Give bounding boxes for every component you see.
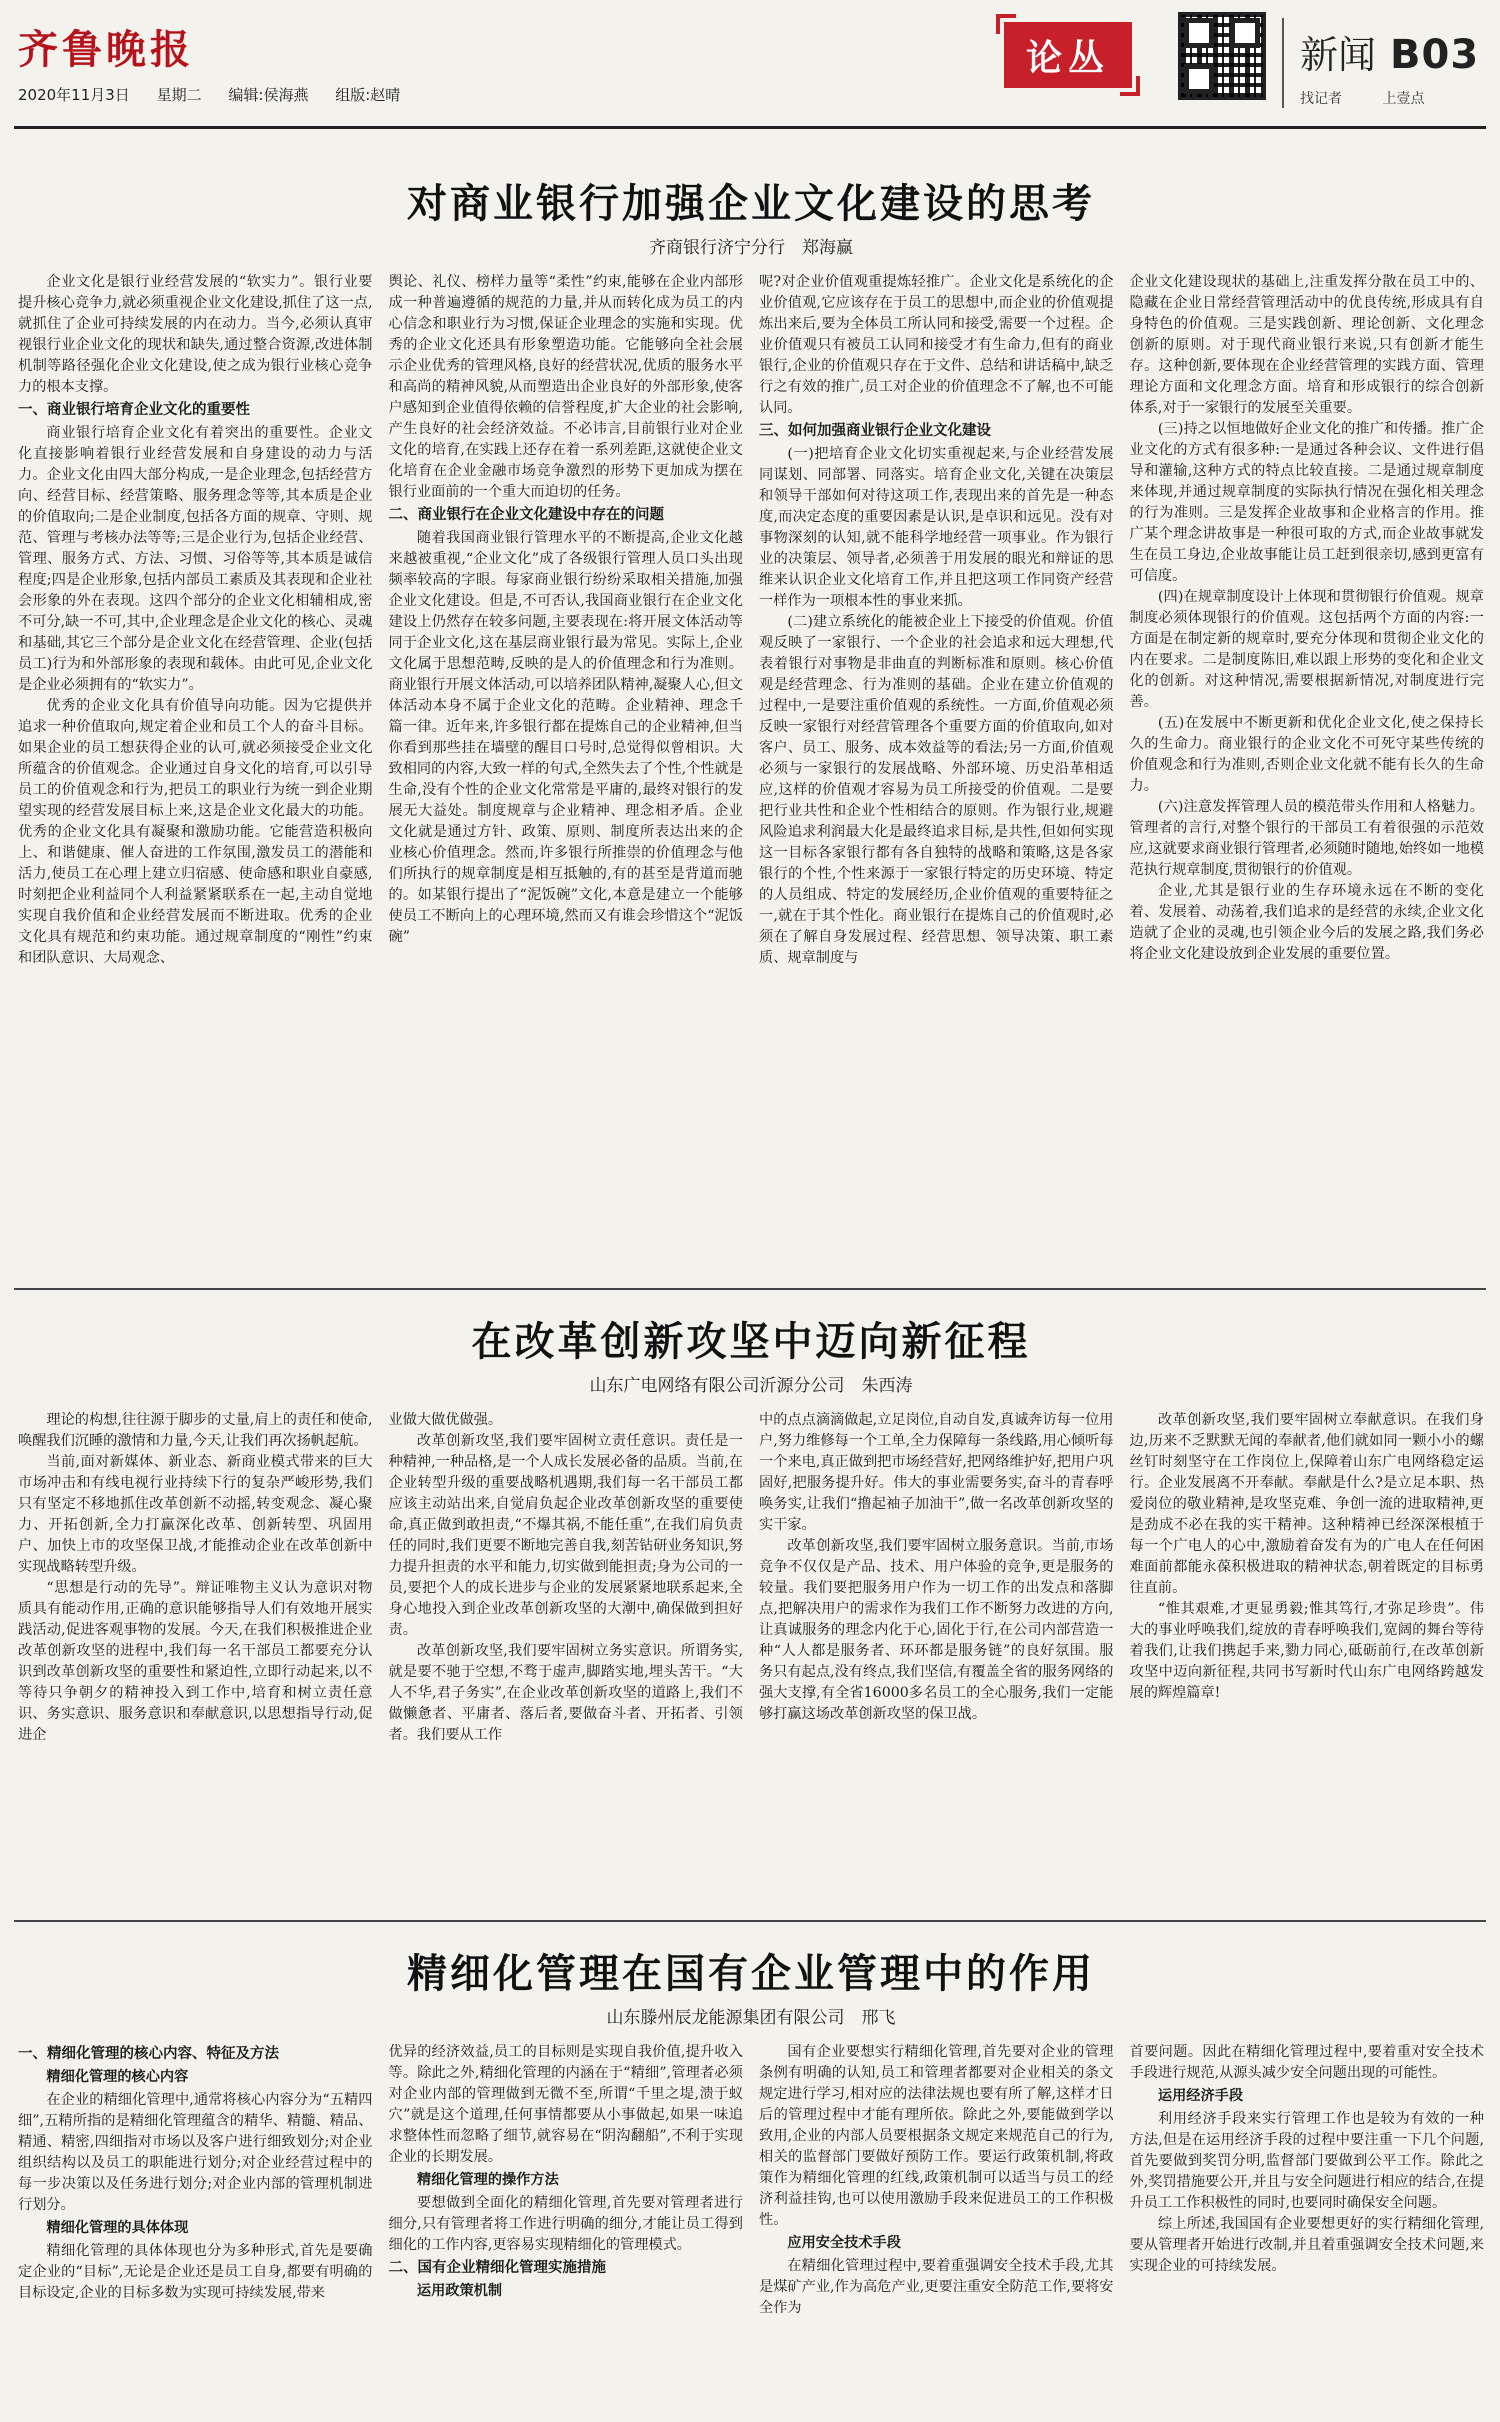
qr-code-icon <box>1178 12 1266 100</box>
section-heading: 一、精细化管理的核心内容、特征及方法 <box>18 2046 279 2062</box>
article-divider <box>14 1920 1486 1922</box>
masthead <box>0 0 1500 132</box>
article-byline: 山东广电网络有限公司沂源分公司 朱西涛 <box>589 1376 913 1396</box>
subsection-heading: 精细化管理的核心内容 <box>46 2069 189 2085</box>
article-columns <box>18 2042 1484 2422</box>
article-columns <box>18 272 1484 1294</box>
article-byline: 山东滕州辰龙能源集团有限公司 邢飞 <box>606 2008 896 2028</box>
page-section-name: 新闻 <box>1300 33 1377 77</box>
paragraph: 业做大做优做强。 <box>388 1412 503 1428</box>
reporter-line <box>1300 88 1460 108</box>
paragraph: (六)注意发挥管理人员的模范带头作用和人格魅力。管理者的言行,对整个银行的干部员工有着很强的示范效应,这就要求商业银行管理者,必须随时随地,始终如一地模范执行规章制度,贯彻银行的价值观。 <box>1129 799 1484 878</box>
article-column <box>1130 1410 1485 1920</box>
article-refined-management <box>18 1942 1484 2402</box>
article-column <box>18 272 373 1294</box>
paragraph: 改革创新攻坚,我们要牢固树立服务意识。当前,市场竞争不仅仅是产品、技术、用户体验的竞争,更是服务的较量。我们要把服务用户作为一切工作的出发点和落脚点,把解决用户的需求作为我们工作不断努力改进的方向,让真诚服务的理念内化于心,固化于行,在公司内部营造一种“人人都是服务者、环环都是服务链”的良好氛围。服务只有起点,没有终点,我们坚信,有覆盖全省的服务网络的强大支撑,有全省16000多名员工的全心服务,我们一定能够打赢这场改革创新攻坚的保卫战。 <box>759 1538 1114 1722</box>
editor-credit: 编辑:侯海燕 <box>228 86 309 104</box>
section-heading: 一、商业银行培育企业文化的重要性 <box>18 402 250 418</box>
article-column <box>759 2042 1114 2422</box>
paragraph: “思想是行动的先导”。辩证唯物主义认为意识对物质具有能动作用,正确的意识能够指导人们有效地开展实践活动,促进客观事物的发展。今天,在我们积极推进企业改革创新攻坚的进程中,我们每一名干部员工都要充分认识到改革创新攻坚的重要性和紧迫性,立即行动起来,以不等待只争朝夕的精神投入到工作中,培育和树立责任意识、务实意识、服务意识和奉献意识,以思想指导行动,促进企 <box>18 1580 373 1743</box>
masthead-rule <box>14 126 1486 129</box>
paragraph: “惟其艰难,才更显勇毅;惟其笃行,才弥足珍贵”。伟大的事业呼唤我们,绽放的青春呼唤我们,宽阔的舞台等待着我们,让我们携起手来,勠力同心,砥砺前行,在改革创新攻坚中迈向新征程,共同书写新时代山东广电网络跨越发展的辉煌篇章! <box>1129 1601 1484 1701</box>
article-divider <box>14 1288 1486 1290</box>
subsection-heading: 运用经济手段 <box>1157 2088 1244 2104</box>
paragraph: 舆论、礼仪、榜样力量等“柔性”约束,能够在企业内部形成一种普遍遵循的规范的力量,并从而转化成为员工的内心信念和职业行为习惯,保证企业理念的实施和实现。优秀的企业文化还具有形象塑造功能。它能够向全社会展示企业优秀的管理风格,良好的经营状况,优质的服务水平和高尚的精神风貌,从而塑造出企业良好的外部形象,使客户感知到企业值得依赖的信誉程度,扩大企业的社会影响,产生良好的社会经济效益。不必讳言,目前银行业对企业文化的培育,在实践上还存在着一系列差距,这就使企业文化培育在企业金融市场竞争激烈的形势下更加成为摆在银行业面前的一个重大而迫切的任务。 <box>388 274 743 500</box>
dateline <box>18 84 422 105</box>
layout-credit: 组版:赵晴 <box>335 86 401 104</box>
paragraph: (一)把培育企业文化切实重视起来,与企业经营发展同谋划、同部署、同落实。培育企业文化,关键在决策层和领导干部如何对待这项工作,表现出来的首先是一种态度,而决定态度的重要因素是认识,是卓识和远见。没有对事物深刻的认知,就不能科学地经营一项事业。作为银行业的决策层、领导者,必须善于用发展的眼光和辩证的思维来认识企业文化培育工作,并且把这项工作同资产经营一样作为一项根本性的事业来抓。 <box>759 446 1114 609</box>
article-column <box>389 1410 744 1920</box>
paragraph: 优异的经济效益,员工的目标则是实现自我价值,提升收入等。除此之外,精细化管理的内涵在于“精细”,管理者必须对企业内部的管理做到无微不至,所谓“千里之堤,溃于蚁穴”就是这个道理,任何事情都要从小事做起,如果一味追求整体性而忽略了细节,就容易在“阴沟翻船”,不利于实现企业的长期发展。 <box>388 2044 743 2165</box>
section-heading: 三、如何加强商业银行企业文化建设 <box>759 423 991 439</box>
article-bank-culture <box>18 172 1484 1272</box>
masthead-divider <box>1282 18 1284 108</box>
paragraph: 呢?对企业价值观重提炼轻推广。企业文化是系统化的企业价值观,它应该存在于员工的思想中,而企业的价值观提炼出来后,要为全体员工所认同和接受,需要一个过程。企业价值观只有被员工认同和接受才有生命力,但有的商业银行,企业的价值观只存在于文件、总结和讲话稿中,缺乏行之有效的推广,员工对企业的价值理念不了解,也不可能认同。 <box>759 274 1114 416</box>
page-label <box>1300 24 1479 79</box>
paragraph: 在精细化管理过程中,要着重强调安全技术手段,尤其是煤矿产业,作为高危产业,更要注重安全防范工作,要将安全作为 <box>759 2258 1114 2316</box>
subsection-heading: 精细化管理的操作方法 <box>416 2172 559 2188</box>
article-column <box>389 2042 744 2422</box>
issue-date: 2020年11月3日 <box>18 86 130 104</box>
subsection-heading: 精细化管理的具体体现 <box>46 2220 189 2236</box>
section-label: 论丛 <box>1004 22 1132 88</box>
paragraph: 商业银行培育企业文化有着突出的重要性。企业文化直接影响着银行业经营发展和自身建设的动力与活力。企业文化由四大部分构成,一是企业理念,包括经营方向、经营目标、经营策略、服务理念等等,其本质是企业的价值取向;二是企业制度,包括各方面的规章、守则、规范、管理与考核办法等等;三是企业行为,包括企业经营、管理、服务方式、方法、习惯、习俗等等,其本质是诚信程度;四是企业形象,包括内部员工素质及其表现和企业社会形象的外在表现。这四个部分的企业文化相辅相成,密不可分,缺一不可,其中,企业理念是企业文化的核心、灵魂和基础,其它三个部分是企业文化在经营管理、企业(包括员工)行为和外部形象的表现和载体。由此可见,企业文化是企业必须拥有的“软实力”。 <box>18 425 373 693</box>
paragraph: (五)在发展中不断更新和优化企业文化,使之保持长久的生命力。商业银行的企业文化不可死守某些传统的价值观念和行为准则,否则企业文化就不能有长久的生命力。 <box>1129 715 1484 794</box>
article-column <box>1130 2042 1485 2422</box>
paragraph: 精细化管理的具体体现也分为多种形式,首先是要确定企业的“目标”,无论是企业还是员工自身,都要有明确的目标设定,企业的目标多数为实现可持续发展,带来 <box>18 2243 373 2301</box>
paragraph: 理论的构想,往往源于脚步的丈量,肩上的责任和使命,唤醒我们沉睡的激情和力量,今天,让我们再次扬帆起航。 <box>18 1412 373 1449</box>
article-column <box>1130 272 1485 1294</box>
paragraph: 在企业的精细化管理中,通常将核心内容分为“五精四细”,五精所指的是精细化管理蕴含的精华、精髓、精品、精通、精密,四细指对市场以及客户进行细致划分;对企业组织结构以及员工的职能进行划分;对企业经营过程中的每一步决策以及任务进行划分;对企业内部的管理机制进行划分。 <box>18 2092 373 2213</box>
paragraph: 优秀的企业文化具有价值导向功能。因为它提供并追求一种价值取向,规定着企业和员工个人的奋斗目标。如果企业的员工想获得企业的认可,就必须接受企业文化所蕴含的价值观念。企业通过自身文化的培育,可以引导员工的价值观念和行为,把员工的职业行为统一到企业期望实现的经营发展目标上来,这是企业文化最大的功能。优秀的企业文化具有凝聚和激励功能。它能营造积极向上、和谐健康、催人奋进的工作氛围,激发员工的潜能和活力,使员工在心理上建立归宿感、使命感和职业自豪感,时刻把企业利益同个人利益紧紧联系在一起,主动自觉地实现自我价值和企业经营发展而不断进取。优秀的企业文化具有规范和约束功能。通过规章制度的“刚性”约束和团队意识、大局观念、 <box>18 698 373 966</box>
paragraph: 改革创新攻坚,我们要牢固树立务实意识。所谓务实,就是要不驰于空想,不骛于虚声,脚踏实地,埋头苦干。“大人不华,君子务实”,在企业改革创新攻坚的道路上,我们不做懒惫者、平庸者、落后者,要做奋斗者、开拓者、引领者。我们要从工作 <box>388 1643 743 1743</box>
paragraph: (四)在规章制度设计上体现和贯彻银行价值观。规章制度必须体现银行的价值观。这包括两个方面的内容:一方面是在制定新的规章时,要充分体现和贯彻企业文化的内在要求。二是制度陈旧,难以跟上形势的变化和企业文化的创新。对这种情况,需要根据新情况,对制度进行完善。 <box>1129 589 1484 710</box>
article-byline: 齐商银行济宁分行 郑海赢 <box>649 238 853 258</box>
reporter-text-b: 上壹点 <box>1382 91 1425 107</box>
paragraph: 企业文化建设现状的基础上,注重发挥分散在员工中的、隐藏在企业日常经营管理活动中的优良传统,形成具有自身特色的价值观。三是实践创新、理论创新、文化理念创新的原则。对于现代商业银行来说,只有创新才能生存。这种创新,要体现在企业经营管理的实践方面、管理理论方面和文化理念方面。培育和形成银行的综合创新体系,对于一家银行的发展至关重要。 <box>1129 274 1484 416</box>
section-heading: 二、国有企业精细化管理实施措施 <box>388 2260 606 2276</box>
paragraph: 企业文化是银行业经营发展的“软实力”。银行业要提升核心竞争力,就必须重视企业文化建设,抓住了这一点,就抓住了企业可持续发展的内在动力。当今,必须认真审视银行业企业文化的现状和缺失,通过整合资源,改进体制机制等路径强化企业文化建设,使之成为银行业核心竞争力的根本支撑。 <box>18 274 373 395</box>
article-headline: 对商业银行加强企业文化建设的思考 <box>407 181 1095 227</box>
section-heading: 二、商业银行在企业文化建设中存在的问题 <box>388 507 664 523</box>
article-column <box>759 272 1114 1294</box>
article-column <box>18 1410 373 1920</box>
reporter-text-a: 找记者 <box>1300 91 1342 107</box>
paragraph: 改革创新攻坚,我们要牢固树立奉献意识。在我们身边,历来不乏默默无闻的奉献者,他们就如同一颗小小的螺丝钉时刻坚守在工作岗位上,保障着山东广电网络稳定运行。企业发展离不开奉献。奉献是什么?是立足本职、热爱岗位的敬业精神,是攻坚克难、争创一流的进取精神,更是劲成不必在我的实干精神。这种精神已经深深根植于每一个广电人的心中,激励着奋发有为的广电人在任何困难面前都能永葆积极进取的精神状态,朝着既定的目标勇往直前。 <box>1129 1412 1484 1596</box>
paragraph: (二)建立系统化的能被企业上下接受的价值观。价值观反映了一家银行、一个企业的社会追求和远大理想,代表着银行对事物是非曲直的判断标准和原则。核心价值观是经营理念、行为准则的基础。企业在建立价值观的过程中,一是要注重价值观的系统性。一方面,价值观必须反映一家银行对经营管理各个重要方面的价值取向,如对客户、员工、服务、成本效益等的看法;另一方面,价值观必须与一家银行的发展战略、外部环境、历史沿革相适应,这样的价值观才容易为员工所接受的价值观。二是要把行业共性和企业个性相结合的原则。作为银行业,规避风险追求利润最大化是最终追求目标,是共性,但如何实现这一目标各家银行都有各自独特的战略和策略,这是各家银行的个性,个性来源于一家银行特定的历史环境、特定的人员组成、特定的发展经历,企业价值观的重要特征之一,就在于其个性化。商业银行在提炼自己的价值观时,必须在了解自身发展过程、经营思想、领导决策、职工素质、规章制度与 <box>759 614 1114 966</box>
page-number: B03 <box>1390 32 1480 78</box>
article-column <box>18 2042 373 2422</box>
paragraph: (三)持之以恒地做好企业文化的推广和传播。推广企业文化的方式有很多种:一是通过各种会议、文件进行倡导和灌输,这种方式的特点比较直接。二是通过规章制度来体现,并通过规章制度的实际执行情况在强化相关理念的行为准则。三是发挥企业故事和企业格言的作用。推广某个理念讲故事是一种很可取的方式,而企业故事就发生在员工身边,企业故事能让员工赶到很亲切,感到更富有可信度。 <box>1129 421 1484 584</box>
article-headline: 精细化管理在国有企业管理中的作用 <box>407 1951 1095 1997</box>
paragraph: 综上所述,我国国有企业要想更好的实行精细化管理,要从管理者开始进行改制,并且着重强调安全技术问题,来实现企业的可持续发展。 <box>1129 2216 1484 2274</box>
paragraph: 改革创新攻坚,我们要牢固树立责任意识。责任是一种精神,一种品格,是一个人成长发展必备的品质。当前,在企业转型升级的重要战略机遇期,我们每一名干部员工都应该主动站出来,自觉肩负起企业改革创新攻坚的重要使命,真正做到敢担责,“不爆其祸,不能任重”,在我们肩负责任的同时,我们更要不断地完善自我,刻苦钻研业务知识,努力提升担责的水平和能力,切实做到能担责;身为公司的一员,要把个人的成长进步与企业的发展紧紧地联系起来,全身心地投入到企业改革创新攻坚的大潮中,确保做到担好责。 <box>388 1433 743 1638</box>
paragraph: 国有企业要想实行精细化管理,首先要对企业的管理条例有明确的认知,员工和管理者都要对企业相关的条文规定进行学习,相对应的法律法规也要有所了解,这样才日后的管理过程中才能有理所依。除此之外,要能做到学以致用,企业的内部人员要根据条文规定来规范自己的行为,相关的监督部门要做好预防工作。要运行政策机制,将政策作为精细化管理的红线,政策机制可以适当与员工的经济利益挂钩,也可以使用激励手段来促进员工的工作积极性。 <box>759 2044 1114 2228</box>
issue-weekday: 星期二 <box>156 86 202 104</box>
paragraph: 企业,尤其是银行业的生存环境永远在不断的变化着、发展着、动荡着,我们追求的是经营的永续,企业文化造就了企业的灵魂,也引领企业今后的发展之路,我们务必将企业文化建设放到企业发展的重要位置。 <box>1129 883 1484 962</box>
subsection-heading: 运用政策机制 <box>416 2283 503 2299</box>
paragraph: 随着我国商业银行管理水平的不断提高,企业文化越来越被重视,“企业文化”成了各级银行管理人员口头出现频率较高的字眼。每家商业银行纷纷采取相关措施,加强企业文化建设。但是,不可否认,我国商业银行在企业文化建设上仍然存在较多问题,主要表现在:将开展文体活动等同于企业文化,这在基层商业银行最为常见。实际上,企业文化属于思想范畴,反映的是人的价值理念和行为准则。商业银行开展文体活动,可以培养团队精神,凝聚人心,但文体活动本身不属于企业文化的范畴。企业精神、理念千篇一律。近年来,许多银行都在提炼自己的企业精神,但当你看到那些挂在墙壁的醒目口号时,总觉得似曾相识。大致相同的内容,大致一样的句式,全然失去了个性,个性就是生命,没有个性的企业文化常常是平庸的,最终对银行的发展无大益处。制度规章与企业精神、理念相矛盾。企业文化就是通过方针、政策、原则、制度所表达出来的企业核心价值理念。然而,许多银行所推崇的价值理念与他们所执行的规章制度是相互抵触的,有的甚至是背道而驰的。如某银行提出了“泥饭碗”文化,本意是建立一个能够使员工不断向上的心理环境,然而又有谁会珍惜这个“泥饭碗” <box>388 530 743 945</box>
article-reform <box>18 1310 1484 1910</box>
paragraph: 首要问题。因此在精细化管理过程中,要着重对安全技术手段进行规范,从源头减少安全问题出现的可能性。 <box>1129 2044 1484 2081</box>
subsection-heading: 应用安全技术手段 <box>787 2235 901 2251</box>
paragraph: 要想做到全面化的精细化管理,首先要对管理者进行细分,只有管理者将工作进行明确的细分,才能让员工得到细化的工作内容,更容易实现精细化的管理模式。 <box>388 2195 743 2253</box>
article-column <box>759 1410 1114 1920</box>
article-columns <box>18 1410 1484 1920</box>
newspaper-logo: 齐鲁晚报 <box>18 26 194 73</box>
paragraph: 当前,面对新媒体、新业态、新商业模式带来的巨大市场冲击和有线电视行业持续下行的复杂严峻形势,我们只有坚定不移地抓住改革创新不动摇,转变观念、凝心聚力、开拓创新,全力打赢深化改革、创新转型、巩固用户、加快上市的攻坚保卫战,才能推动企业在改革创新中实现战略转型升级。 <box>18 1454 373 1575</box>
article-column <box>389 272 744 1294</box>
paragraph: 中的点点滴滴做起,立足岗位,自动自发,真诚奔访每一位用户,努力维修每一个工单,全力保障每一条线路,用心倾听每一个来电,真正做到把市场经营好,把网络维护好,把用户巩固好,把服务提升好。伟大的事业需要务实,奋斗的青春呼唤务实,让我们“撸起袖子加油干”,做一名改革创新攻坚的实干家。 <box>759 1412 1114 1533</box>
article-headline: 在改革创新攻坚中迈向新征程 <box>471 1319 1031 1365</box>
paragraph: 利用经济手段来实行管理工作也是较为有效的一种方法,但是在运用经济手段的过程中要注重一下几个问题,首先要做到奖罚分明,监督部门要做到公平工作。除此之外,奖罚措施要公开,并且与安全问题进行相应的结合,在提升员工工作积极性的同时,也要同时确保安全问题。 <box>1129 2111 1484 2211</box>
